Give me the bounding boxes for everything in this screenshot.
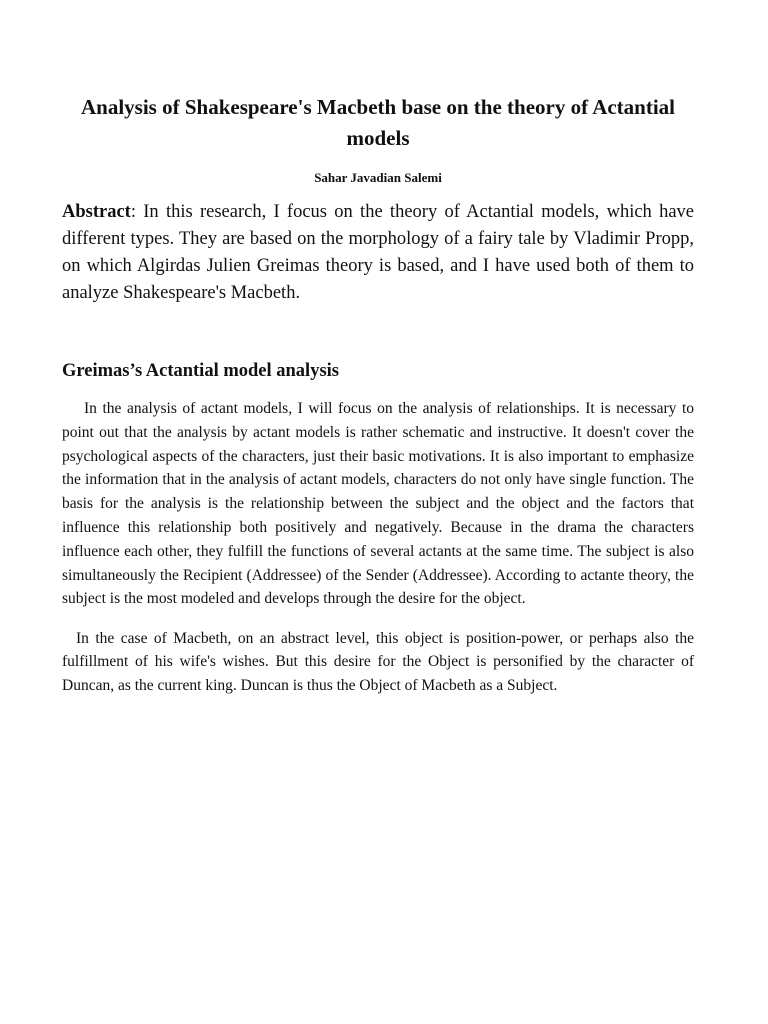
abstract [62,199,694,307]
paragraph-2: In the case of Macbeth, on an abstract level, this object is position-power, or perhaps also the fulfillment of his wife's wishes. But this desire for the Object is personified by the character of Duncan, as the current king. Duncan is thus the Object of Macbeth as a Subject. [62,629,694,695]
abstract-label: Abstract [62,202,131,222]
paragraph-1: In the analysis of actant models, I will focus on the analysis of relationships. It is necessary to point out that the analysis by actant models is rather schematic and instructive. It doesn't cover the psychological aspects of the characters, just their basic motivations. It is also important to emphasize the information that in the analysis of actant models, characters do not only have single function. The basis for the analysis is the relationship between the subject and the object and the factors that influence this relationship both positively and negatively. Because in the drama the characters influence each other, they fulfill the functions of several actants at the same time. The subject is also simultaneously the Recipient (Addressee) of the Sender (Addressee). According to actante theory, the subject is the most modeled and develops through the desire for the object. [62,400,694,608]
abstract-text: : In this research, I focus on the theory of Actantial models, which have different types. They are based on the morphology of a fairy tale by Vladimir Propp, on which Algirdas Julien Greimas theory is based, and I have used both of them to analyze Shakespeare's Macbeth. [62,202,694,303]
document-page [62,92,694,714]
paper-title: Analysis of Shakespeare's Macbeth base on the theory of Actantial models [80,95,676,150]
section-heading: Greimas’s Actantial model analysis [62,361,339,381]
author-name: Sahar Javadian Salemi [314,170,442,185]
